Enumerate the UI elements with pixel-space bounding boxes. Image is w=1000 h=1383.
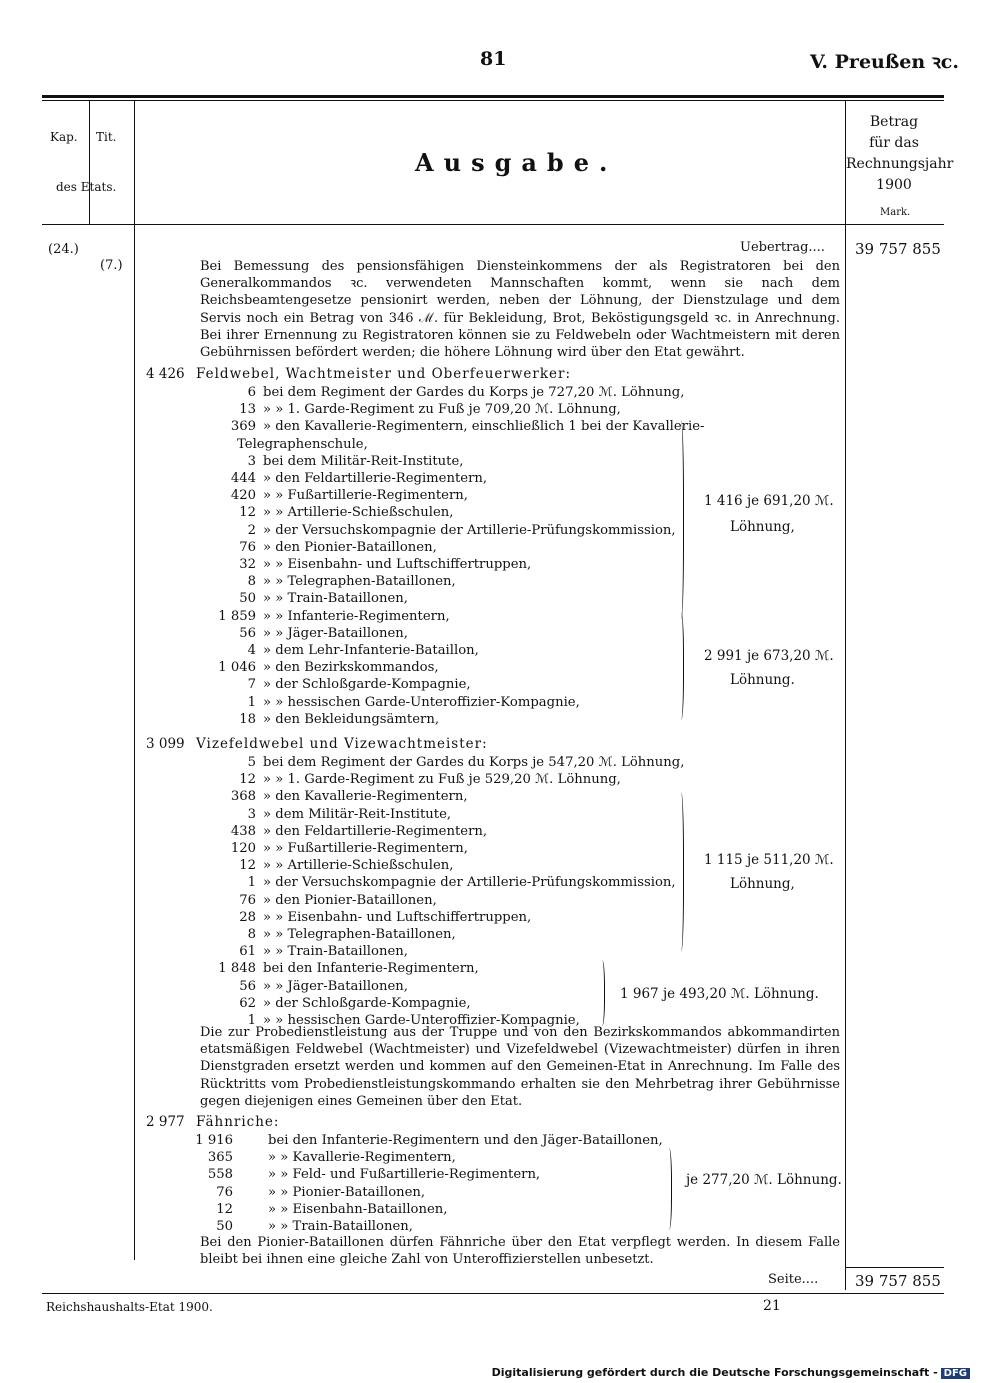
feldwebel-group2-rate: 2 991 je 673,20 ℳ. <box>704 648 834 664</box>
col-divider-right <box>845 100 846 1290</box>
vizefeldwebel-row-count: 120 <box>230 841 256 856</box>
vizefeldwebel-row-text: » dem Militär-Reit-Institute, <box>263 806 452 822</box>
vizefeldwebel-row-count: 56 <box>239 978 256 994</box>
section-title: V. Preußen ꝛc. <box>810 51 959 73</box>
feldwebel-row-count: 13 <box>239 402 256 418</box>
faehnriche-row-count: 76 <box>216 1184 233 1200</box>
feldwebel-row-text: » den Kavallerie-Regimentern, einschließlich 1 bei der Kavallerie- <box>263 419 705 435</box>
faehnriche-row-text: » » Train-Bataillonen, <box>268 1219 413 1234</box>
vizefeldwebel-row-count: 1 <box>247 1013 256 1028</box>
faehnriche-row-count: 365 <box>207 1150 233 1166</box>
header-etats: des Etats. <box>56 180 117 194</box>
vizefeldwebel-row-text: » » Jäger-Bataillonen, <box>263 978 408 994</box>
feldwebel-row-count: 32 <box>239 557 256 572</box>
vizefeldwebel-row-count: 76 <box>239 892 256 908</box>
vizefeldwebel-row-text: » » Telegraphen-Bataillonen, <box>263 927 456 942</box>
pionier-paragraph <box>200 1234 840 1268</box>
feldwebel-row-count: 18 <box>239 711 256 727</box>
vizefeldwebel-row-count: 438 <box>230 823 256 839</box>
feldwebel-row-count: 56 <box>239 625 256 641</box>
feldwebel-heading-count: 4 426 <box>146 366 185 382</box>
vizefeldwebel-row-count: 8 <box>247 927 256 942</box>
feldwebel-row-count: 6 <box>247 385 256 400</box>
vizefeldwebel-row-text: » der Versuchskompagnie der Artillerie-Prüfungskommission, <box>263 875 676 891</box>
vizefeldwebel-row-count: 368 <box>230 789 256 805</box>
vizefeldwebel-heading: Vizefeldwebel und Vizewachtmeister: <box>196 736 488 752</box>
feldwebel-row-text: bei dem Regiment der Gardes du Korps je 727,20 ℳ. Löhnung, <box>263 385 685 400</box>
feldwebel-group1-label: Löhnung, <box>730 519 795 535</box>
feldwebel-row-count: 444 <box>230 471 256 486</box>
probedienst-paragraph <box>200 1024 840 1110</box>
vizefeldwebel-row-count: 28 <box>239 909 256 925</box>
header-betrag-line: Rechnungsjahr <box>846 156 954 172</box>
header-kap: Kap. <box>50 130 78 144</box>
feldwebel-row-text: » » Train-Bataillonen, <box>263 591 408 607</box>
page-number: 81 <box>480 48 507 70</box>
faehnriche-row-text: » » Feld- und Fußartillerie-Regimentern, <box>268 1167 541 1183</box>
vizefeldwebel-row-count: 5 <box>247 755 256 770</box>
vizefeldwebel-group2-rate: 1 967 je 493,20 ℳ. Löhnung. <box>620 986 819 1002</box>
header-bottom-rule <box>42 224 944 225</box>
vizefeldwebel-row-text: » den Pionier-Bataillonen, <box>263 892 437 908</box>
vizefeldwebel-row-text: » » Train-Bataillonen, <box>263 944 408 960</box>
vizefeldwebel-row-count: 3 <box>247 806 256 822</box>
feldwebel-row-count: 1 046 <box>218 660 256 676</box>
feldwebel-row-text: » » Telegraphen-Bataillonen, <box>263 574 456 590</box>
feldwebel-row-count: 3 <box>247 453 256 469</box>
feldwebel-row-text: » » hessischen Garde-Unteroffizier-Kompagnie, <box>263 694 580 710</box>
dfg-logo: DFG <box>941 1368 970 1379</box>
header-betrag-line: Betrag <box>869 114 919 130</box>
probedienst-paragraph-text: Die zur Probedienstleistung aus der Truppe und von den Bezirkskommandos abkommandirten etatsmäßigen Feldwebel (Wachtmeister) und Vizefeldwebel (Vizewachtmeister) dürfen in ihren Dienstgraden ersetzt werden und kommen auf den Gemeinen-Etat in Anrechnung. Im Falle des Rücktritts vom Probedienstleistungskommando erhalten sie den Mehrbetrag ihrer Gebührnisse gegen diejenigen eines Gemeinen über den Etat. <box>200 1025 840 1109</box>
intro-paragraph <box>200 258 840 361</box>
faehnriche-row-count: 50 <box>216 1219 233 1234</box>
feldwebel-row-count: 4 <box>247 643 256 658</box>
feldwebel-row-count: 76 <box>239 539 256 555</box>
vizefeldwebel-row-text: » den Feldartillerie-Regimentern, <box>263 823 488 839</box>
uebertrag-label: Uebertrag.... <box>740 240 825 255</box>
seite-amount: 39 757 855 <box>855 1272 941 1290</box>
col-divider-left <box>134 100 135 1260</box>
feldwebel-group1-brace <box>677 420 684 620</box>
vizefeldwebel-group1-rate: 1 115 je 511,20 ℳ. <box>704 852 834 868</box>
bottom-rule <box>42 1293 944 1294</box>
col-divider-kap-tit <box>89 100 90 224</box>
faehnriche-row-text: bei den Infanterie-Regimentern und den Jäger-Bataillonen, <box>268 1133 663 1148</box>
vizefeldwebel-row-text: » der Schloßgarde-Kompagnie, <box>263 995 471 1011</box>
faehnriche-row-text: » » Eisenbahn-Bataillonen, <box>268 1201 448 1217</box>
vizefeldwebel-row-count: 62 <box>239 995 256 1011</box>
feldwebel-row-text: » der Versuchskompagnie der Artillerie-Prüfungskommission, <box>263 522 676 538</box>
feldwebel-row-text: » der Schloßgarde-Kompagnie, <box>263 677 471 693</box>
top-rule-thick <box>42 95 944 98</box>
feldwebel-row-count: 50 <box>239 591 256 607</box>
header-betrag-line: 1900 <box>876 177 912 193</box>
vizefeldwebel-row-text: » » Eisenbahn- und Luftschiffertruppen, <box>263 909 532 925</box>
pionier-paragraph-text: Bei den Pionier-Bataillonen dürfen Fähnriche über den Etat verpflegt werden. In diesem Falle bleibt bei ihnen eine gleiche Zahl von Unteroffizierstellen unbesetzt. <box>200 1235 840 1268</box>
faehnriche-row-text: » » Pionier-Bataillonen, <box>268 1184 426 1200</box>
feldwebel-row-text: » den Feldartillerie-Regimentern, <box>263 471 488 486</box>
entry-kap: (24.) <box>48 242 79 257</box>
faehnriche-heading: Fähnriche: <box>196 1114 280 1130</box>
feldwebel-row-count: 1 <box>247 694 256 710</box>
section-heading-ausgabe: Ausgabe. <box>415 148 618 177</box>
footer-sheet-number: 21 <box>763 1298 781 1314</box>
feldwebel-row-count: 1 859 <box>218 608 256 624</box>
feldwebel-heading: Feldwebel, Wachtmeister und Oberfeuerwerker: <box>196 366 572 382</box>
header-betrag-line: für das <box>869 135 919 151</box>
feldwebel-row-count: 12 <box>239 505 256 521</box>
feldwebel-row-text: » » Eisenbahn- und Luftschiffertruppen, <box>263 557 532 572</box>
feldwebel-row-text: bei dem Militär-Reit-Institute, <box>263 453 464 469</box>
feldwebel-row-text: Telegraphenschule, <box>237 436 368 452</box>
vizefeldwebel-group1-label: Löhnung, <box>730 876 795 892</box>
feldwebel-row-text: » » Fußartillerie-Regimentern, <box>263 488 468 504</box>
vizefeldwebel-heading-count: 3 099 <box>146 736 185 752</box>
feldwebel-row-count: 7 <box>247 677 256 693</box>
faehnriche-row-count: 558 <box>207 1167 233 1183</box>
top-rule-thin <box>42 100 944 101</box>
vizefeldwebel-row-text: » » Fußartillerie-Regimentern, <box>263 841 468 856</box>
digitization-credit-text: Digitalisierung gefördert durch die Deutsche Forschungsgemeinschaft - <box>491 1366 938 1379</box>
vizefeldwebel-row-text: » den Kavallerie-Regimentern, <box>263 789 468 805</box>
faehnriche-row-text: » » Kavallerie-Regimentern, <box>268 1150 456 1166</box>
vizefeldwebel-row-text: » » hessischen Garde-Unteroffizier-Kompagnie, <box>263 1013 580 1028</box>
feldwebel-row-text: » den Bezirkskommandos, <box>263 660 439 676</box>
faehnriche-group-rate: je 277,20 ℳ. Löhnung. <box>686 1172 842 1188</box>
feldwebel-group2-brace <box>677 612 684 720</box>
vizefeldwebel-row-text: » » 1. Garde-Regiment zu Fuß je 529,20 ℳ. Löhnung, <box>263 772 621 788</box>
feldwebel-row-text: » » 1. Garde-Regiment zu Fuß je 709,20 ℳ. Löhnung, <box>263 402 621 418</box>
feldwebel-row-count: 2 <box>247 522 256 538</box>
unit-mark: Mark. <box>880 207 911 218</box>
vizefeldwebel-row-text: bei dem Regiment der Gardes du Korps je 547,20 ℳ. Löhnung, <box>263 755 685 770</box>
vizefeldwebel-row-text: » » Artillerie-Schießschulen, <box>263 858 454 874</box>
vizefeldwebel-row-count: 1 848 <box>218 961 256 977</box>
vizefeldwebel-group2-brace <box>598 960 605 1026</box>
header-tit: Tit. <box>96 130 117 144</box>
vizefeldwebel-row-count: 12 <box>239 858 256 874</box>
entry-tit: (7.) <box>100 258 123 273</box>
feldwebel-row-text: » den Pionier-Bataillonen, <box>263 539 437 555</box>
vizefeldwebel-row-text: bei den Infanterie-Regimentern, <box>263 961 479 977</box>
intro-paragraph-text: Bei Bemessung des pensionsfähigen Diensteinkommens der als Registratoren bei den Generalkommandos ꝛc. verwendeten Mannschaften kommt, wenn sie nach dem Reichsbeamtengesetze pensionirt werden, neben der Löhnung, der Dienstzulage und dem Servis noch ein Betrag von 346 ℳ. für Bekleidung, Brot, Beköstigungsgeld ꝛc. in Anrechnung. Bei ihrer Ernennung zu Registratoren können sie zu Feldwebeln oder Wachtmeistern mit deren Gebührnissen befördert werden; die höhere Löhnung wird über den Etat gewährt. <box>200 259 840 361</box>
faehnriche-row-count: 12 <box>216 1201 233 1217</box>
feldwebel-row-count: 420 <box>230 488 256 504</box>
digitization-credit <box>492 1366 970 1379</box>
feldwebel-row-text: » » Artillerie-Schießschulen, <box>263 505 454 521</box>
uebertrag-amount: 39 757 855 <box>855 240 941 258</box>
feldwebel-row-count: 8 <box>247 574 256 590</box>
feldwebel-row-text: » » Infanterie-Regimentern, <box>263 608 450 624</box>
total-rule <box>846 1267 944 1268</box>
faehnriche-heading-count: 2 977 <box>146 1114 185 1130</box>
feldwebel-row-text: » dem Lehr-Infanterie-Bataillon, <box>263 643 479 658</box>
faehnriche-row-count: 1 916 <box>195 1133 233 1148</box>
feldwebel-row-count: 369 <box>230 419 256 435</box>
vizefeldwebel-group1-brace <box>677 792 684 952</box>
feldwebel-row-text: » » Jäger-Bataillonen, <box>263 625 408 641</box>
vizefeldwebel-row-count: 61 <box>239 944 256 960</box>
header-betrag <box>846 112 954 196</box>
vizefeldwebel-row-count: 1 <box>247 875 256 891</box>
seite-label: Seite.... <box>768 1272 819 1287</box>
feldwebel-group1-rate: 1 416 je 691,20 ℳ. <box>704 493 834 509</box>
faehnriche-group-brace <box>665 1148 672 1230</box>
feldwebel-group2-label: Löhnung. <box>730 672 795 688</box>
vizefeldwebel-row-count: 12 <box>239 772 256 788</box>
footer-publication: Reichshaushalts-Etat 1900. <box>46 1300 213 1314</box>
feldwebel-row-text: » den Bekleidungsämtern, <box>263 711 440 727</box>
